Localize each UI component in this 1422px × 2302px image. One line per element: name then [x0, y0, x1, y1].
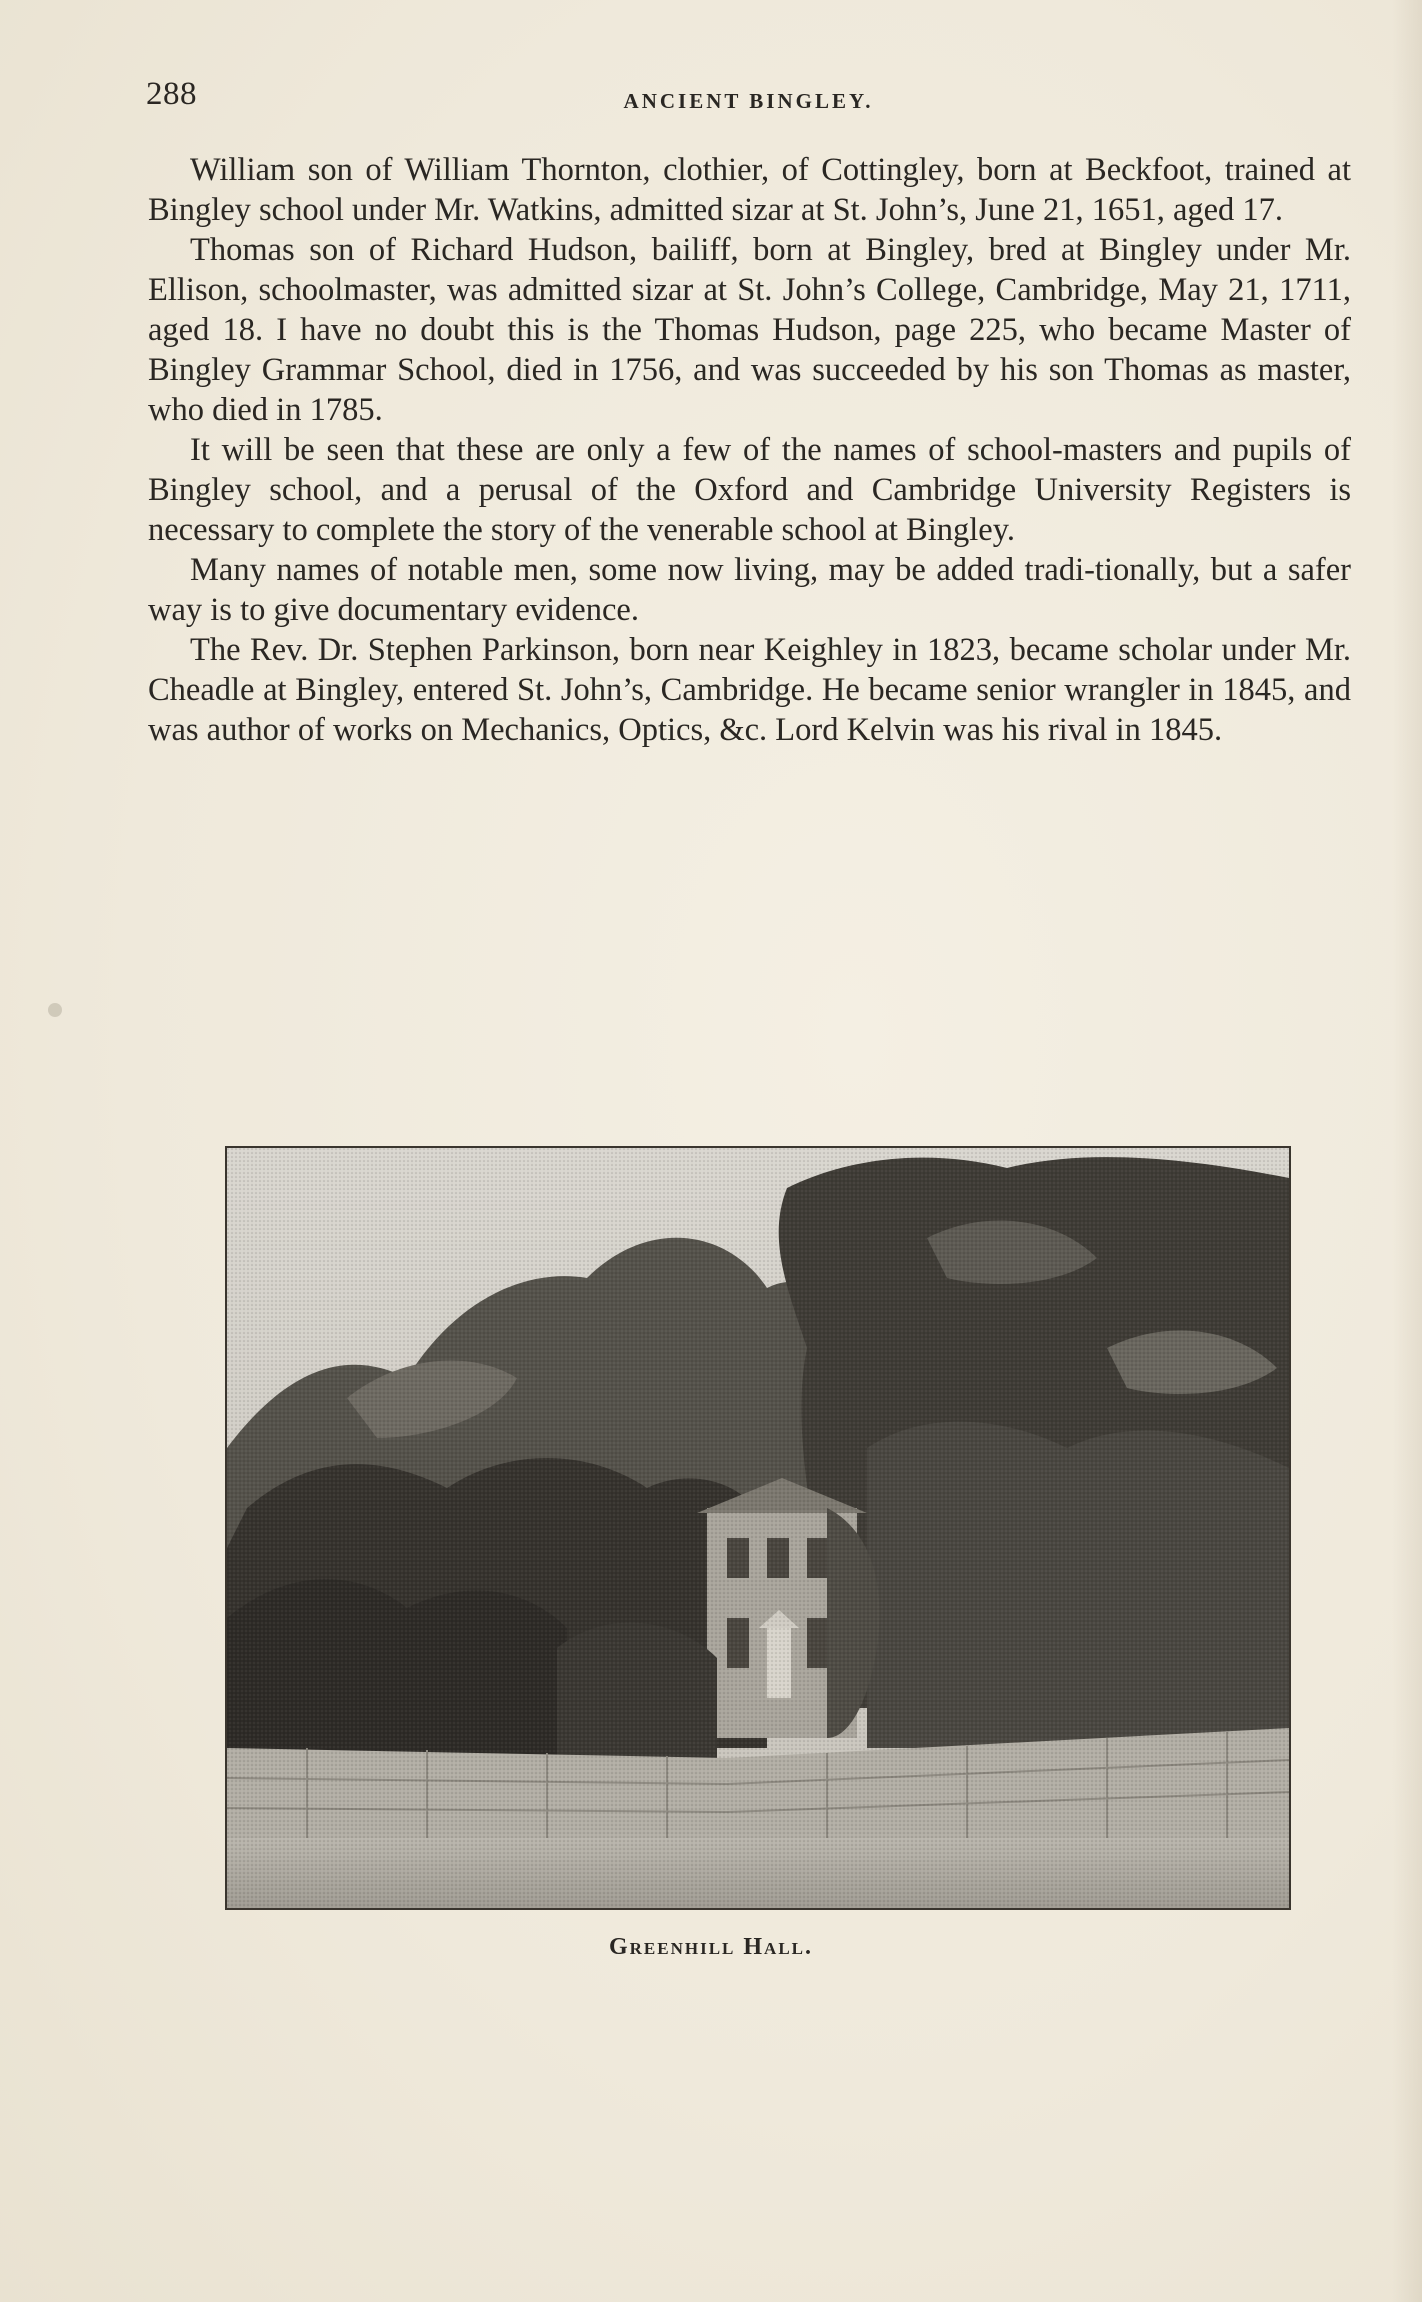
body-text	[148, 150, 1351, 750]
greenhill-hall-illustration	[225, 1146, 1291, 1910]
paragraph-hudson: Thomas son of Richard Hudson, bailiff, born at Bingley, bred at Bingley under Mr. Ellison, schoolmaster, was admitted sizar at St. John’s College, Cambridge, May 21, 1711, aged 18. I have no doubt this is the Thomas Hudson, page 225, who became Master of Bingley Grammar School, died in 1756, and was succeeded by his son Thomas as master, who died in 1785.	[148, 232, 1351, 428]
page-number: 288	[146, 76, 197, 112]
running-title: ANCIENT BINGLEY.	[623, 89, 874, 113]
running-header	[146, 76, 1351, 126]
paragraph-registers: It will be seen that these are only a few of the names of school-masters and pupils of Bingley school, and a perusal of the Oxford and Cambridge University Registers is necessary to complete the story of the venerable school at Bingley.	[148, 432, 1351, 548]
paragraph-thornton: William son of William Thornton, clothier, of Cottingley, born at Beckfoot, trained at Bingley school under Mr. Watkins, admitted sizar at St. John’s, June 21, 1651, aged 17.	[148, 152, 1351, 228]
figure-caption: Greenhill Hall.	[608, 1934, 814, 1960]
paragraph-notable-men: Many names of notable men, some now living, may be added tradi-tionally, but a safer way is to give documentary evidence.	[148, 552, 1351, 628]
halftone-photo	[227, 1148, 1289, 1908]
page-smudge	[48, 1003, 62, 1017]
paragraph-parkinson: The Rev. Dr. Stephen Parkinson, born near Keighley in 1823, became scholar under Mr. Cheadle at Bingley, entered St. John’s, Cambridge. He became senior wrangler in 1845, and was author of works on Mechanics, Optics, &c. Lord Kelvin was his rival in 1845.	[148, 632, 1351, 748]
